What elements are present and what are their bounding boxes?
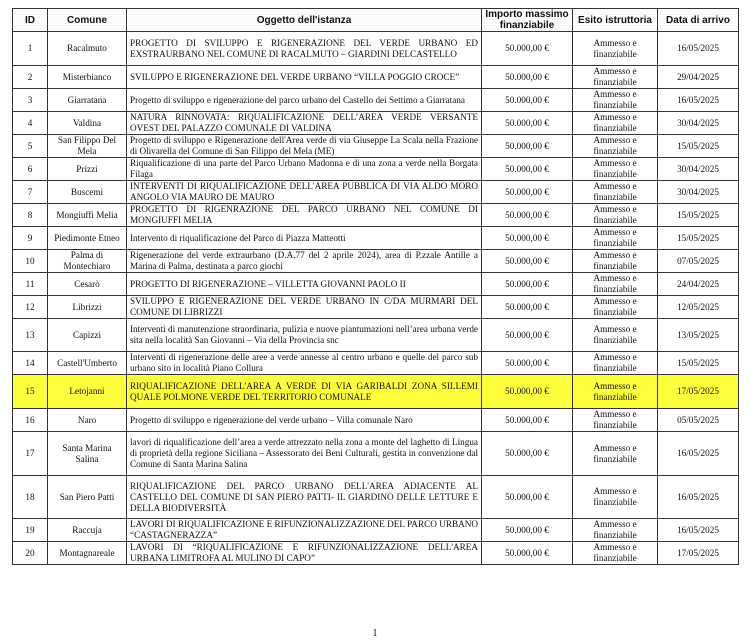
cell-data: 16/05/2025 [658,32,739,66]
cell-importo: 50.000,00 € [482,476,573,519]
cell-id: 5 [13,135,48,158]
cell-oggetto: Progetto di sviluppo e rigenerazione del parco urbano del Castello dei Settimo a Giarratana [127,89,482,112]
cell-data: 15/05/2025 [658,227,739,250]
cell-oggetto: LAVORI DI RIQUALIFICAZIONE E RIFUNZIONALIZZAZIONE DEL PARCO URBANO “CASTAGNERAZZA” [127,519,482,542]
table-row [13,476,739,519]
cell-data: 12/05/2025 [658,296,739,319]
cell-data: 15/05/2025 [658,352,739,375]
cell-oggetto: SVILUPPO E RIGENERAZIONE DEL VERDE URBANO “VILLA POGGIO CROCE” [127,66,482,89]
document-table-container [12,8,738,565]
cell-comune: Valdina [48,112,127,135]
cell-oggetto: Riqualificazione di una parte del Parco Urbano Madonna e di una zona a verde nella Borgata Filaga [127,158,482,181]
cell-comune: Capizzi [48,319,127,352]
cell-data: 15/05/2025 [658,204,739,227]
cell-esito: Ammesso e finanziabile [573,181,658,204]
cell-comune: Buscemi [48,181,127,204]
cell-importo: 50.000,00 € [482,352,573,375]
cell-id: 2 [13,66,48,89]
cell-id: 12 [13,296,48,319]
cell-importo: 50.000,00 € [482,296,573,319]
cell-importo: 50.000,00 € [482,158,573,181]
cell-importo: 50.000,00 € [482,66,573,89]
cell-oggetto: INTERVENTI DI RIQUALIFICAZIONE DELL'AREA PUBBLICA DI VIA ALDO MORO ANGOLO VIA MAURO DE MAURO [127,181,482,204]
cell-oggetto: Rigenerazione del verde extraurbano (D.A.77 del 2 aprile 2024), area di P.zzale Antille a Marina di Palma, destinata a parco giochi [127,250,482,273]
cell-esito: Ammesso e finanziabile [573,273,658,296]
cell-comune: Palma di Montechiaro [48,250,127,273]
cell-data: 16/05/2025 [658,89,739,112]
cell-importo: 50.000,00 € [482,542,573,565]
cell-data: 30/04/2025 [658,158,739,181]
cell-esito: Ammesso e finanziabile [573,375,658,409]
table-body [13,32,739,565]
cell-comune: Mongiuffi Melia [48,204,127,227]
cell-importo: 50.000,00 € [482,409,573,432]
cell-id: 3 [13,89,48,112]
table-row [13,273,739,296]
cell-data: 29/04/2025 [658,66,739,89]
table-row [13,135,739,158]
table-row [13,319,739,352]
cell-data: 17/05/2025 [658,542,739,565]
cell-esito: Ammesso e finanziabile [573,519,658,542]
cell-importo: 50.000,00 € [482,32,573,66]
cell-oggetto: Interventi di manutenzione straordinaria, pulizia e nuove piantumazioni nell’area urbana verde sita nella località San Giovanni – Via della Provincia snc [127,319,482,352]
cell-comune: Santa Marina Salina [48,432,127,476]
table-row [13,352,739,375]
cell-data: 17/05/2025 [658,375,739,409]
cell-oggetto: SVILUPPO E RIGENERAZIONE DEL VERDE URBANO IN C/DA MURMARI DEL COMUNE DI LIBRIZZI [127,296,482,319]
cell-esito: Ammesso e finanziabile [573,204,658,227]
table-row [13,32,739,66]
table-row [13,227,739,250]
header-esito: Esito istruttoria [573,9,658,32]
cell-id: 4 [13,112,48,135]
cell-esito: Ammesso e finanziabile [573,135,658,158]
cell-id: 19 [13,519,48,542]
cell-importo: 50.000,00 € [482,375,573,409]
cell-importo: 50.000,00 € [482,432,573,476]
cell-data: 24/04/2025 [658,273,739,296]
cell-id: 13 [13,319,48,352]
cell-id: 7 [13,181,48,204]
cell-data: 07/05/2025 [658,250,739,273]
cell-comune: Racalmuto [48,32,127,66]
cell-comune: Piedimonte Etneo [48,227,127,250]
cell-oggetto: Intervento di riqualificazione del Parco di Piazza Matteotti [127,227,482,250]
cell-data: 13/05/2025 [658,319,739,352]
cell-importo: 50.000,00 € [482,519,573,542]
cell-oggetto: RIQUALIFICAZIONE DEL PARCO URBANO DELL'AREA ADIACENTE AL CASTELLO DEL COMUNE DI SAN PIERO PATTI- IL GIARDINO DELLE LETTURE E DELLA BIODIVERSITÀ [127,476,482,519]
cell-comune: Castell'Umberto [48,352,127,375]
cell-data: 16/05/2025 [658,519,739,542]
cell-comune: Raccuja [48,519,127,542]
cell-importo: 50.000,00 € [482,250,573,273]
cell-id: 14 [13,352,48,375]
cell-oggetto: LAVORI DI “RIQUALIFICAZIONE E RIFUNZIONALIZZAZIONE DELL'AREA URBANA LIMITROFA AL MULINO DI CAPO” [127,542,482,565]
cell-comune: Naro [48,409,127,432]
cell-id: 9 [13,227,48,250]
table-row [13,375,739,409]
table-row [13,296,739,319]
cell-esito: Ammesso e finanziabile [573,352,658,375]
cell-data: 16/05/2025 [658,476,739,519]
cell-id: 11 [13,273,48,296]
cell-esito: Ammesso e finanziabile [573,296,658,319]
cell-importo: 50.000,00 € [482,227,573,250]
cell-oggetto: PROGETTO DI SVILUPPO E RIGENERAZIONE DEL VERDE URBANO ED EXSTRAURBANO NEL COMUNE DI RACALMUTO – GIARDINI DELCASTELLO [127,32,482,66]
cell-id: 1 [13,32,48,66]
cell-importo: 50.000,00 € [482,273,573,296]
cell-data: 30/04/2025 [658,181,739,204]
table-row [13,432,739,476]
header-oggetto: Oggetto dell'istanza [127,9,482,32]
cell-esito: Ammesso e finanziabile [573,409,658,432]
cell-id: 6 [13,158,48,181]
cell-comune: Prizzi [48,158,127,181]
cell-id: 15 [13,375,48,409]
cell-importo: 50.000,00 € [482,204,573,227]
table-header-row [13,9,739,32]
cell-esito: Ammesso e finanziabile [573,319,658,352]
table-row [13,112,739,135]
cell-data: 30/04/2025 [658,112,739,135]
cell-esito: Ammesso e finanziabile [573,432,658,476]
cell-comune: Misterbianco [48,66,127,89]
table-row [13,519,739,542]
cell-oggetto: NATURA RINNOVATA: RIQUALIFICAZIONE DELL’AREA VERDE VERSANTE OVEST DEL PALAZZO COMUNALE DI VALDINA [127,112,482,135]
cell-comune: San Filippo Del Mela [48,135,127,158]
cell-comune: Cesarò [48,273,127,296]
header-data: Data di arrivo [658,9,739,32]
cell-oggetto: lavori di riqualificazione dell’area a verde attrezzato nella zona a monte del laghetto di Lingua di proprietà della regione Siciliana – Assessorato dei Beni Culturali, gestita in convenzione dal Comune di Santa Marina Salina [127,432,482,476]
cell-importo: 50.000,00 € [482,135,573,158]
table-row [13,66,739,89]
cell-importo: 50.000,00 € [482,181,573,204]
cell-esito: Ammesso e finanziabile [573,476,658,519]
cell-esito: Ammesso e finanziabile [573,227,658,250]
table-row [13,250,739,273]
cell-esito: Ammesso e finanziabile [573,89,658,112]
table-row [13,158,739,181]
cell-data: 15/05/2025 [658,135,739,158]
header-comune: Comune [48,9,127,32]
cell-oggetto: Progetto di sviluppo e Rigenerazione dell'Area verde di via Giuseppe La Scala nella Frazione di Olivarella del Comune di San Filippo del Mela (ME) [127,135,482,158]
cell-comune: Librizzi [48,296,127,319]
cell-oggetto: RIQUALIFICAZIONE DELL'AREA A VERDE DI VIA GARIBALDI ZONA SILLEMI QUALE POLMONE VERDE DEL TERRITORIO COMUNALE [127,375,482,409]
header-id: ID [13,9,48,32]
cell-esito: Ammesso e finanziabile [573,542,658,565]
cell-comune: Montagnareale [48,542,127,565]
cell-oggetto: Progetto di sviluppo e rigenerazione del verde urbano – Villa comunale Naro [127,409,482,432]
cell-oggetto: Interventi di rigenerazione delle aree a verde annesse al centro urbano e quelle del parco sub urbano sito in località Piano Collura [127,352,482,375]
cell-id: 17 [13,432,48,476]
cell-esito: Ammesso e finanziabile [573,112,658,135]
istanze-table [12,8,739,565]
table-row [13,409,739,432]
cell-data: 16/05/2025 [658,432,739,476]
cell-importo: 50.000,00 € [482,89,573,112]
cell-esito: Ammesso e finanziabile [573,158,658,181]
cell-id: 10 [13,250,48,273]
page-number: 1 [372,628,378,639]
cell-id: 8 [13,204,48,227]
cell-esito: Ammesso e finanziabile [573,250,658,273]
cell-comune: Giarratana [48,89,127,112]
cell-data: 05/05/2025 [658,409,739,432]
table-row [13,204,739,227]
cell-id: 18 [13,476,48,519]
table-row [13,542,739,565]
table-row [13,89,739,112]
cell-oggetto: PROGETTO DI RIGENERAZIONE – VILLETTA GIOVANNI PAOLO II [127,273,482,296]
cell-esito: Ammesso e finanziabile [573,32,658,66]
header-importo: Importo massimo finanziabile [482,9,573,32]
cell-esito: Ammesso e finanziabile [573,66,658,89]
table-row [13,181,739,204]
cell-id: 16 [13,409,48,432]
cell-importo: 50.000,00 € [482,319,573,352]
cell-oggetto: PROGETTO DI RIGENRAZIONE DEL PARCO URBANO NEL COMUNE DI MONGIUFFI MELIA [127,204,482,227]
cell-importo: 50.000,00 € [482,112,573,135]
cell-comune: Letojanni [48,375,127,409]
cell-id: 20 [13,542,48,565]
cell-comune: San Piero Patti [48,476,127,519]
